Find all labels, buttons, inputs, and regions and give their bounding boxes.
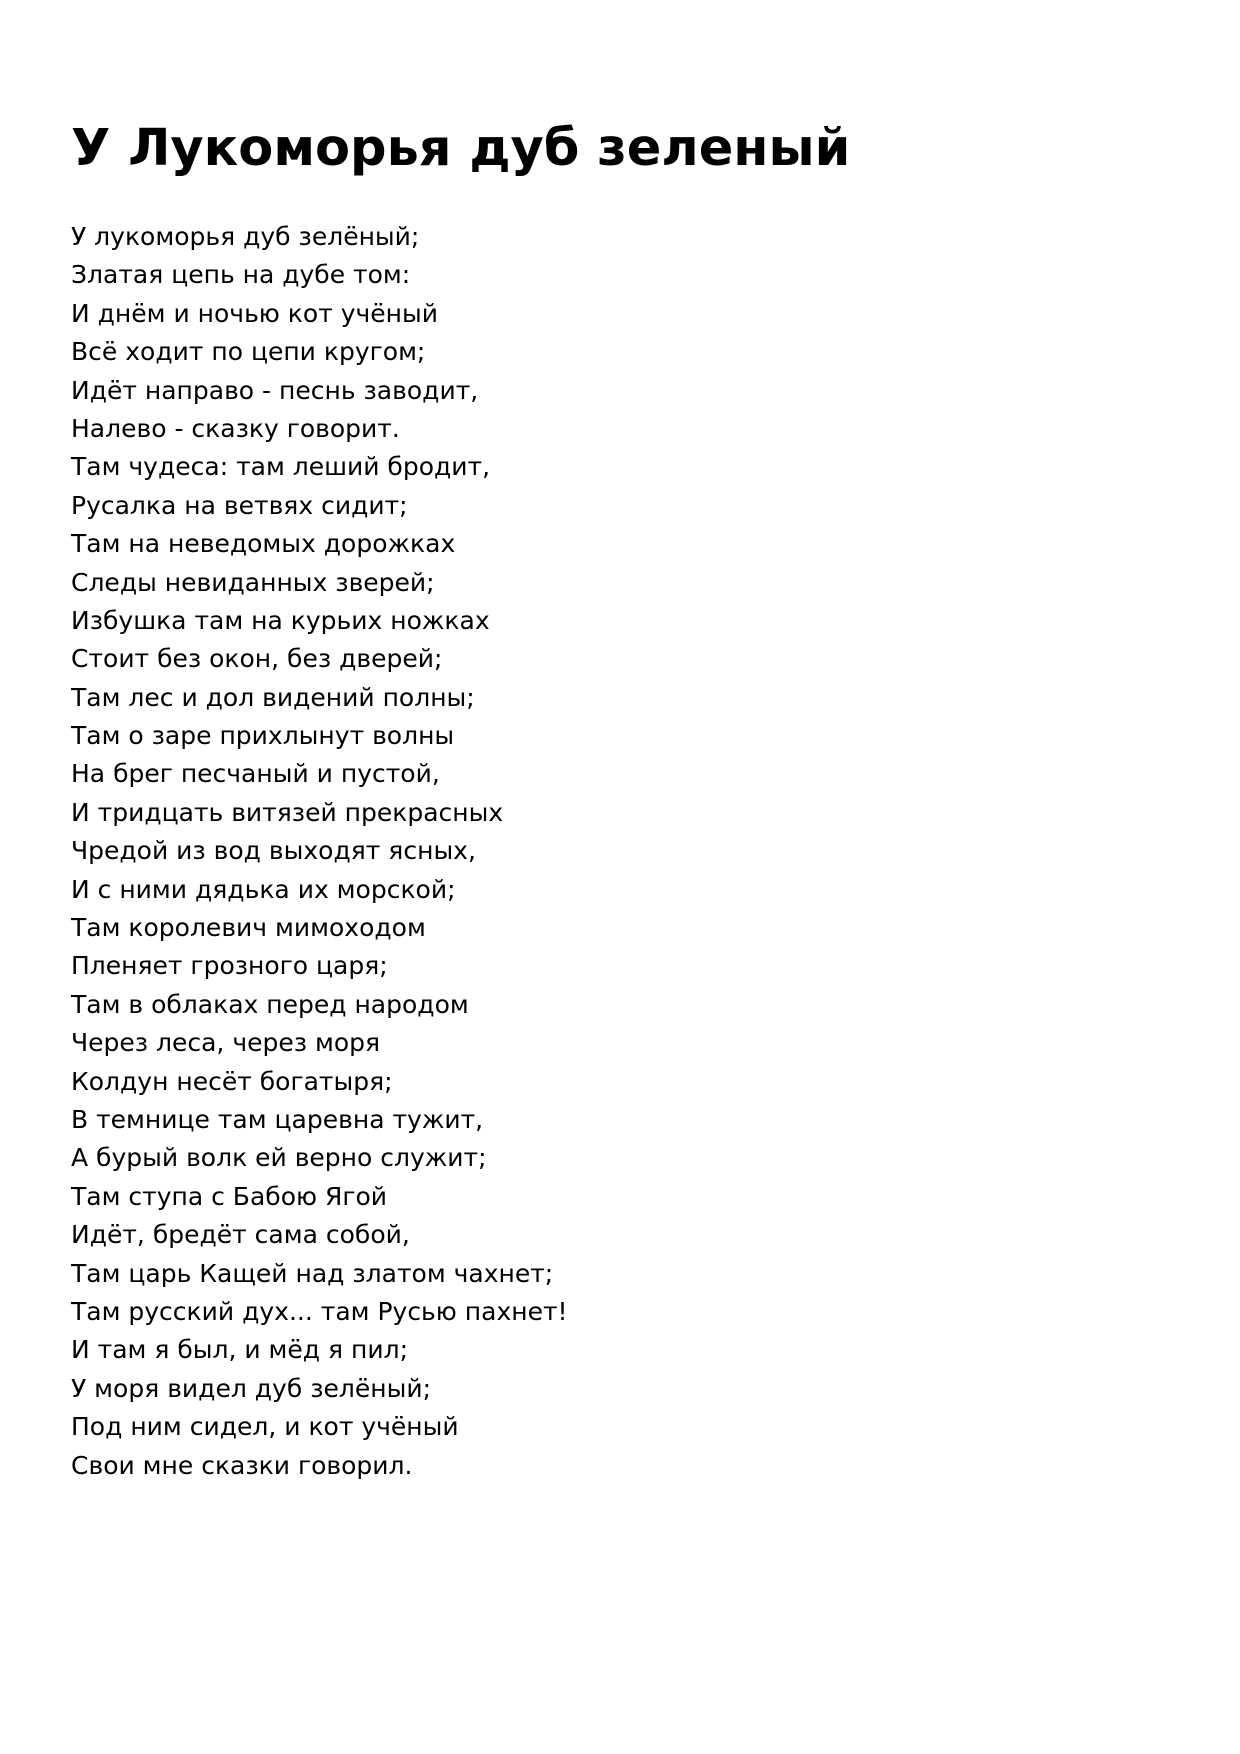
poem-line: Колдун несёт богатыря; <box>71 1066 393 1096</box>
poem-line: Там ступа с Бабою Ягой <box>71 1181 388 1211</box>
poem-line: Пленяет грозного царя; <box>71 951 388 981</box>
poem-line: Следы невиданных зверей; <box>71 567 435 597</box>
poem-line: Через леса, через моря <box>71 1028 381 1058</box>
poem-line: Там в облаках перед народом <box>71 989 469 1019</box>
poem-line: И днём и ночью кот учёный <box>71 298 438 328</box>
poem-line: И с ними дядька их морской; <box>71 874 456 904</box>
poem-line: Налево - сказку говорит. <box>71 413 400 443</box>
poem-line: Там царь Кащей над златом чахнет; <box>71 1258 554 1288</box>
poem-line: Там чудеса: там леший бродит, <box>71 452 491 482</box>
poem-line: Идёт, бредёт сама собой, <box>71 1220 410 1250</box>
poem-line: Идёт направо - песнь заводит, <box>71 375 479 405</box>
poem-line: Стоит без окон, без дверей; <box>71 644 443 674</box>
poem-line: Там о заре прихлынут волны <box>71 721 455 751</box>
poem-line: Там лес и дол видений полны; <box>71 682 475 712</box>
poem-line: А бурый волк ей верно служит; <box>71 1143 487 1173</box>
poem-line: На брег песчаный и пустой, <box>71 759 440 789</box>
poem-line: Там королевич мимоходом <box>71 913 426 943</box>
poem-line: Под ним сидел, и кот учёный <box>71 1412 459 1442</box>
poem-title: У Лукоморья дуб зеленый <box>71 119 851 178</box>
poem-line: У моря видел дуб зелёный; <box>71 1373 431 1403</box>
poem-line: Там на неведомых дорожках <box>71 529 456 559</box>
poem-line: Всё ходит по цепи кругом; <box>71 337 426 367</box>
poem-line: И там я был, и мёд я пил; <box>71 1335 408 1365</box>
poem-line: Русалка на ветвях сидит; <box>71 490 408 520</box>
poem-line: В темнице там царевна тужит, <box>71 1104 484 1134</box>
poem-line: Там русский дух... там Русью пахнет! <box>71 1296 568 1326</box>
poem-line: У лукоморья дуб зелёный; <box>71 222 420 251</box>
poem-line: Златая цепь на дубе том: <box>71 260 411 290</box>
poem-line: Свои мне сказки говорил. <box>71 1450 413 1480</box>
poem-line: Чредой из вод выходят ясных, <box>71 836 476 866</box>
poem-line: И тридцать витязей прекрасных <box>71 797 504 827</box>
poem-body <box>71 218 568 1485</box>
poem-line: Избушка там на курьих ножках <box>71 605 490 635</box>
